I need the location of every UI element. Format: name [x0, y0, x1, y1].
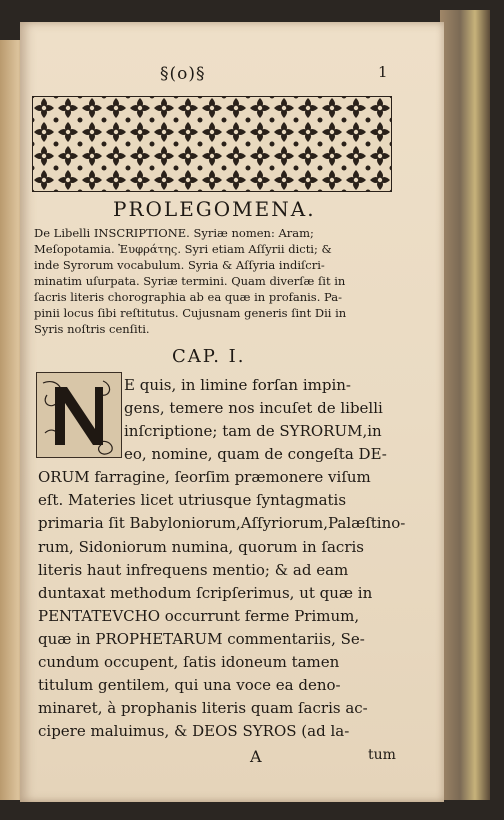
summary-line-7: Syris noſtris cenſiti.: [34, 322, 150, 336]
chapter-heading: CAP. I.: [172, 346, 246, 367]
body-line-6: eſt. Materies licet utriusque ſyntagmatis: [38, 491, 347, 509]
summary-line-5: ſacris literis chorographia ab ea quæ in profanis. Pa-: [34, 290, 342, 304]
body-line-8: rum, Sidoniorum numina, quorum in ſacris: [38, 538, 364, 556]
body-line-15: minaret, à prophanis literis quam ſacris ac-: [38, 699, 368, 717]
body-line-1: E quis, in limine forſan impin-: [124, 376, 351, 394]
summary-line-2: Meſopotamia. Ἐυφράτης. Syri etiam Aſſyrii dicti; &: [34, 242, 332, 256]
page-number: 1: [378, 63, 388, 81]
body-line-3: inſcriptione; tam de SYRORUM,in: [124, 422, 382, 440]
body-line-2: gens, temere nos incuſet de libelli: [124, 399, 383, 417]
decorative-headpiece: [32, 96, 392, 192]
running-head: §(o)§: [160, 64, 206, 84]
catchword: tum: [368, 747, 396, 763]
body-line-13: cundum occupent, ſatis idoneum tamen: [38, 653, 340, 671]
body-line-7: primaria ſit Babyloniorum,Aſſyriorum,Palæſtino-: [38, 514, 406, 532]
body-line-11: PENTATEVCHO occurrunt ferme Primum,: [38, 607, 360, 625]
body-line-10: duntaxat methodum ſcripſerimus, ut quæ in: [38, 584, 373, 602]
summary-line-1: De Libelli INSCRIPTIONE. Syriæ nomen: Aram;: [34, 226, 314, 240]
book-fore-edge: [440, 10, 490, 800]
body-line-16: cipere maluimus, & DEOS SYROS (ad la-: [38, 722, 350, 740]
summary-line-6: pinii locus ſibi reſtitutus. Cujusnam generis ſint Dii in: [34, 306, 347, 320]
body-line-4: eo, nomine, quam de congeſta DE-: [124, 445, 387, 463]
summary-line-3: inde Syrorum vocabulum. Syria & Aſſyria indiſcri-: [34, 258, 325, 272]
body-line-9: literis haut infrequens mentio; & ad eam: [38, 561, 349, 579]
body-line-5: ORUM farragine, ſeorſim præmonere viſum: [38, 468, 371, 486]
body-line-14: titulum gentilem, qui una voce ea deno-: [38, 676, 341, 694]
signature-mark: A: [250, 747, 262, 766]
decorated-initial-n: [36, 372, 122, 458]
summary-line-4: minatim uſurpata. Syriæ termini. Quam diverſæ ſit in: [34, 274, 346, 288]
section-title: PROLEGOMENA.: [113, 197, 316, 221]
body-line-12: quæ in PROPHETARUM commentariis, Se-: [38, 630, 365, 648]
